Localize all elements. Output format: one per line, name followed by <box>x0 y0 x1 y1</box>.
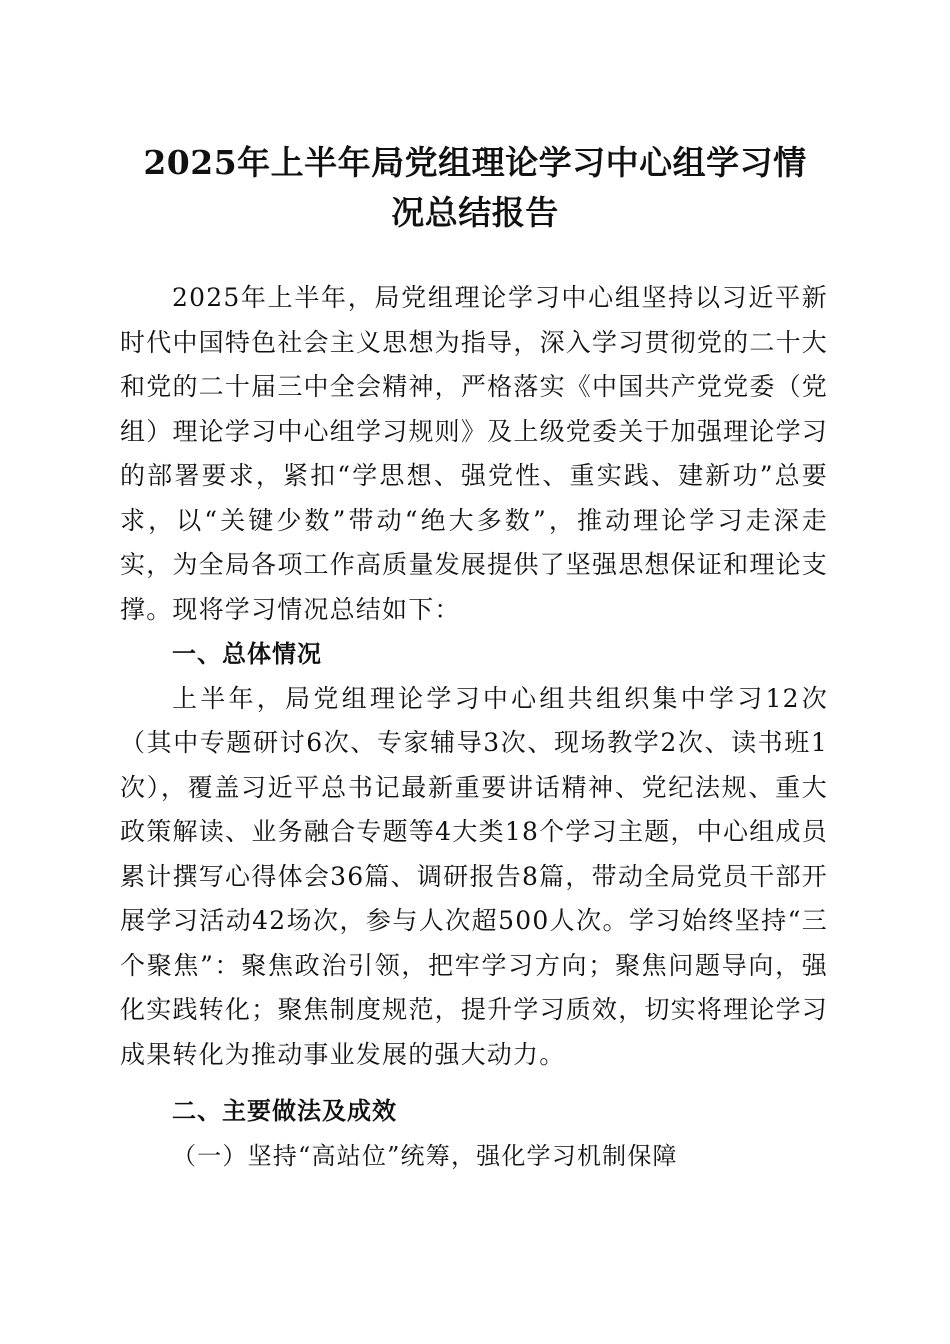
document-title <box>100 138 850 238</box>
document-body <box>120 276 828 1178</box>
title-line-2: 况总结报告 <box>391 193 559 232</box>
title-line-1: 2025年上半年局党组理论学习中心组学习情 <box>143 143 807 182</box>
subsection-heading-1: （一）坚持“高站位”统筹，强化学习机制保障 <box>172 1141 678 1170</box>
overview-paragraph: 上半年，局党组理论学习中心组共组织集中学习12次（其中专题研讨6次、专家辅导3次、现场教学2次、读书班1次），覆盖习近平总书记最新重要讲话精神、党纪法规、重大政策解读、业务融合专题等4大类18个学习主题，中心组成员累计撰写心得体会36篇、调研报告8篇，带动全局党员干部开展学习活动42场次，参与人次超500人次。学习始终坚持“三个聚焦”：聚焦政治引领，把牢学习方向；聚焦问题导向，强化实践转化；聚焦制度规范，提升学习质效，切实将理论学习成果转化为推动事业发展的强大动力。 <box>120 683 828 1069</box>
intro-paragraph: 2025年上半年，局党组理论学习中心组坚持以习近平新时代中国特色社会主义思想为指导，深入学习贯彻党的二十大和党的二十届三中全会精神，严格落实《中国共产党党委（党组）理论学习中心组学习规则》及上级党委关于加强理论学习的部署要求，紧扣“学思想、强党性、重实践、建新功”总要求，以“关键少数”带动“绝大多数”，推动理论学习走深走实，为全局各项工作高质量发展提供了坚强思想保证和理论支撑。现将学习情况总结如下： <box>120 283 828 624</box>
section-heading-overview: 一、总体情况 <box>172 640 322 668</box>
section-heading-practices: 二、主要做法及成效 <box>172 1097 397 1125</box>
